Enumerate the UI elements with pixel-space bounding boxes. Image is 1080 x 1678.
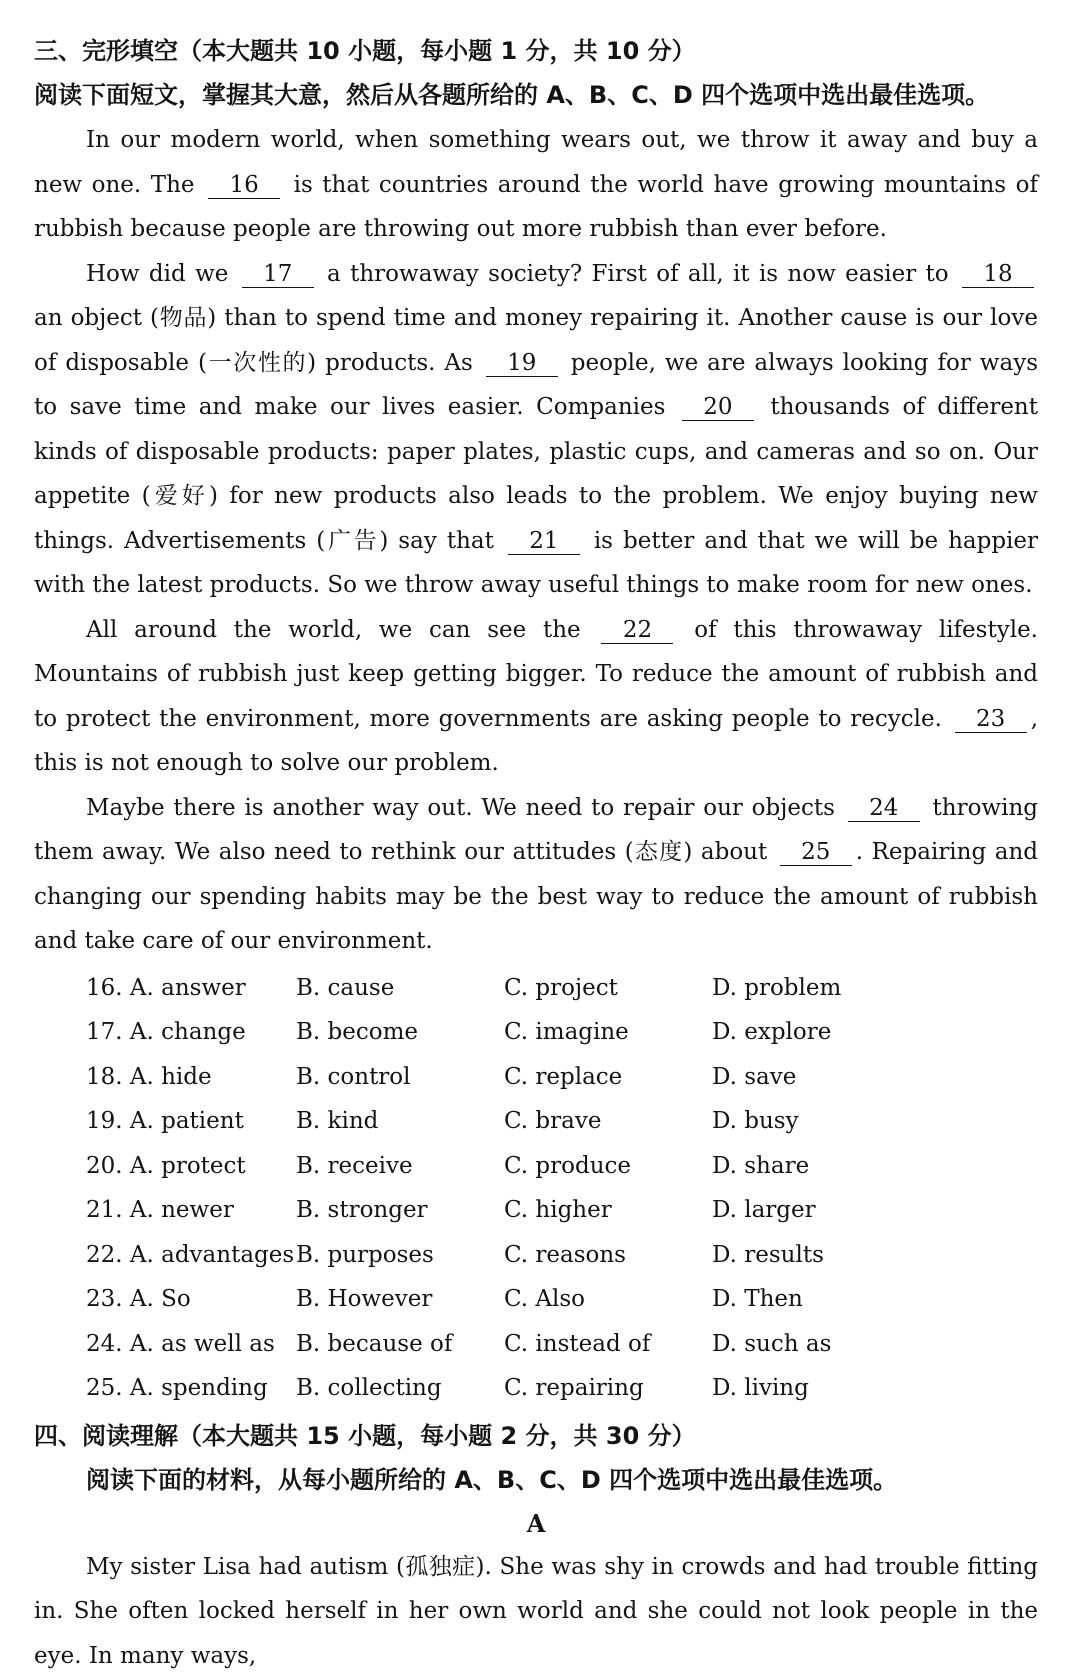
option-row	[86, 1144, 1038, 1189]
option-a: 17. A. change	[86, 1010, 296, 1055]
option-c: C. produce	[504, 1144, 712, 1189]
option-b: B. cause	[296, 966, 504, 1011]
option-b: B. control	[296, 1055, 504, 1100]
option-row	[86, 1322, 1038, 1367]
option-c: C. instead of	[504, 1322, 712, 1367]
passage-text: All around the world, we can see the	[86, 617, 597, 643]
option-c: C. replace	[504, 1055, 712, 1100]
section-3-heading: 三、完形填空（本大题共 10 小题，每小题 1 分，共 10 分）	[34, 30, 1038, 72]
option-d: D. such as	[712, 1322, 912, 1367]
option-b: B. collecting	[296, 1366, 504, 1411]
blank-18: 18	[962, 261, 1034, 288]
passage-text: In our modern world, when something wears out, we throw it away and buy a new one. The	[34, 127, 1038, 198]
option-d: D. problem	[712, 966, 912, 1011]
option-a: 25. A. spending	[86, 1366, 296, 1411]
option-a: 22. A. advantages	[86, 1233, 296, 1278]
option-b: B. receive	[296, 1144, 504, 1189]
passage-text: thousands of different kinds of disposable products: paper plates, plastic cups, and cameras and so on. Our appetite (爱好) for new products also leads to the problem. We enjoy buying new things. Advertisements (广告) say that	[34, 394, 1038, 554]
blank-19: 19	[486, 350, 558, 377]
passage-text: How did we	[86, 261, 238, 287]
passage-letter: A	[34, 1503, 1038, 1545]
blank-23: 23	[955, 706, 1027, 733]
option-d: D. explore	[712, 1010, 912, 1055]
passage-paragraph	[34, 608, 1038, 786]
option-c: C. imagine	[504, 1010, 712, 1055]
passage-text: people, we are always looking for ways to save time and make our lives easier. Companies	[34, 350, 1038, 421]
option-row	[86, 1099, 1038, 1144]
option-c: C. brave	[504, 1099, 712, 1144]
option-row	[86, 966, 1038, 1011]
option-c: C. reasons	[504, 1233, 712, 1278]
option-a: 21. A. newer	[86, 1188, 296, 1233]
section-4-instruction: 阅读下面的材料，从每小题所给的 A、B、C、D 四个选项中选出最佳选项。	[34, 1457, 1038, 1503]
blank-20: 20	[682, 394, 754, 421]
option-row	[86, 1055, 1038, 1100]
option-d: D. results	[712, 1233, 912, 1278]
blank-22: 22	[601, 617, 673, 644]
option-b: B. purposes	[296, 1233, 504, 1278]
option-d: D. busy	[712, 1099, 912, 1144]
passage-text: throwing them away. We also need to rethink our attitudes (态度) about	[34, 795, 1038, 866]
option-b: B. However	[296, 1277, 504, 1322]
option-a: 16. A. answer	[86, 966, 296, 1011]
option-row	[86, 1010, 1038, 1055]
option-a: 18. A. hide	[86, 1055, 296, 1100]
option-row	[86, 1277, 1038, 1322]
passage-paragraph	[34, 252, 1038, 608]
section-4-heading: 四、阅读理解（本大题共 15 小题，每小题 2 分，共 30 分）	[34, 1415, 1038, 1457]
blank-17: 17	[242, 261, 314, 288]
section-3-instruction: 阅读下面短文，掌握其大意，然后从各题所给的 A、B、C、D 四个选项中选出最佳选项。	[34, 72, 1038, 118]
option-a: 19. A. patient	[86, 1099, 296, 1144]
blank-16: 16	[208, 172, 280, 199]
option-a: 20. A. protect	[86, 1144, 296, 1189]
option-d: D. living	[712, 1366, 912, 1411]
option-row	[86, 1233, 1038, 1278]
options-list	[34, 966, 1038, 1411]
option-row	[86, 1188, 1038, 1233]
option-c: C. project	[504, 966, 712, 1011]
option-c: C. repairing	[504, 1366, 712, 1411]
option-d: D. larger	[712, 1188, 912, 1233]
option-row	[86, 1366, 1038, 1411]
option-c: C. Also	[504, 1277, 712, 1322]
passage-paragraph	[34, 118, 1038, 252]
passage-text: a throwaway society? First of all, it is now easier to	[318, 261, 958, 287]
passage-text: is that countries around the world have growing mountains of rubbish because people are throwing out more rubbish than ever before.	[34, 172, 1038, 243]
option-c: C. higher	[504, 1188, 712, 1233]
option-b: B. stronger	[296, 1188, 504, 1233]
option-a: 24. A. as well as	[86, 1322, 296, 1367]
option-a: 23. A. So	[86, 1277, 296, 1322]
blank-24: 24	[848, 795, 920, 822]
option-b: B. become	[296, 1010, 504, 1055]
option-b: B. because of	[296, 1322, 504, 1367]
blank-25: 25	[780, 839, 852, 866]
option-b: B. kind	[296, 1099, 504, 1144]
passage-text: an object (物品) than to spend time and money repairing it. Another cause is our love of disposable (一次性的) products. As	[34, 305, 1038, 376]
passage-text: is better and that we will be happier with the latest products. So we throw away useful things to make room for new ones.	[34, 528, 1038, 599]
blank-21: 21	[508, 528, 580, 555]
reading-passage-a-text: My sister Lisa had autism (孤独症). She was shy in crowds and had trouble fitting in. She often locked herself in her own world and she could not look people in the eye. In many ways,	[34, 1545, 1038, 1678]
passage-text: , this is not enough to solve our problem.	[34, 706, 1038, 777]
option-d: D. save	[712, 1055, 912, 1100]
passage-text: Maybe there is another way out. We need to repair our objects	[86, 795, 844, 821]
cloze-passage	[34, 118, 1038, 964]
option-d: D. share	[712, 1144, 912, 1189]
passage-paragraph	[34, 786, 1038, 964]
passage-text: . Repairing and changing our spending habits may be the best way to reduce the amount of rubbish and take care of our environment.	[34, 839, 1038, 954]
option-d: D. Then	[712, 1277, 912, 1322]
passage-text: of this throwaway lifestyle. Mountains of rubbish just keep getting bigger. To reduce the amount of rubbish and to protect the environment, more governments are asking people to recycle.	[34, 617, 1038, 732]
